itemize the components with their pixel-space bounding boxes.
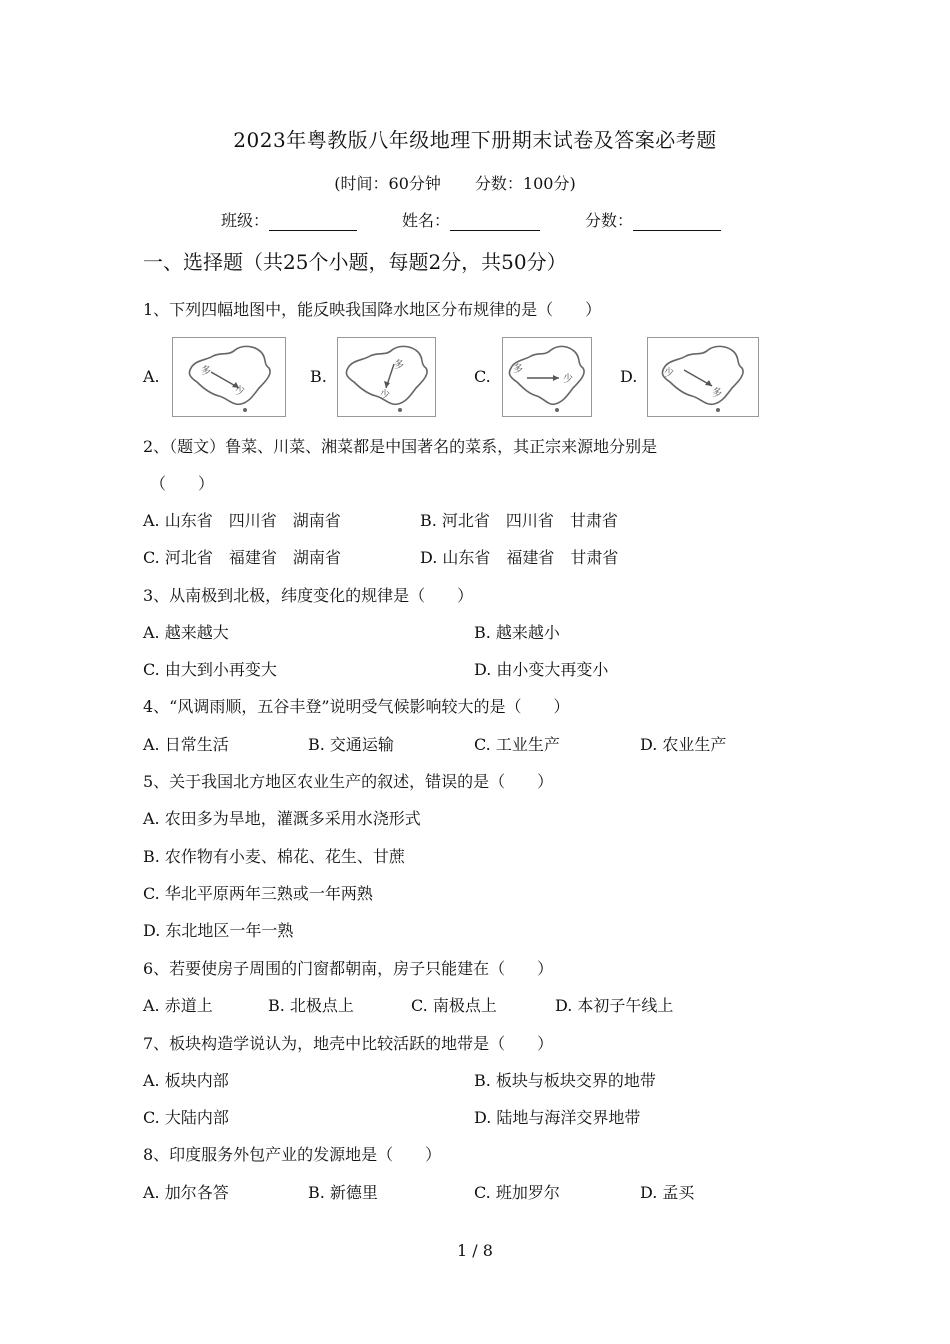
- section-heading: 一、选择题（共25个小题，每题2分，共50分）: [143, 250, 567, 274]
- q1-option-a-letter: A.: [143, 367, 160, 386]
- q7-option-c: C. 大陆内部: [143, 1108, 229, 1127]
- q4-option-d: D. 农业生产: [640, 735, 727, 754]
- q3-option-b: B. 越来越小: [474, 623, 560, 642]
- q5-option-c: C. 华北平原两年三熟或一年两熟: [143, 884, 373, 903]
- score-label: 分数：: [585, 211, 634, 230]
- question-6: 6、若要使房子周围的门窗都朝南，房子只能建在（ ）: [143, 959, 554, 978]
- q6-option-d: D. 本初子午线上: [555, 996, 674, 1015]
- question-5: 5、关于我国北方地区农业生产的叙述，错误的是（ ）: [143, 772, 554, 791]
- q1-option-b-letter: B.: [310, 367, 327, 386]
- q1-map-d-from: 少: [664, 368, 674, 379]
- q6-option-b: B. 北极点上: [268, 996, 354, 1015]
- page-title: 2023年粤教版八年级地理下册期末试卷及答案必考题: [233, 128, 717, 152]
- question-2: 2、（题文）鲁菜、川菜、湘菜都是中国著名的菜系，其正宗来源地分别是: [143, 437, 658, 456]
- score-blank[interactable]: [633, 212, 721, 231]
- q1-map-c: [502, 337, 592, 417]
- q6-option-a: A. 赤道上: [143, 996, 213, 1015]
- question-4: 4、“风调雨顺，五谷丰登”说明受气候影响较大的是（ ）: [143, 697, 570, 716]
- q1-map-b-from: 多: [394, 360, 404, 371]
- q7-option-a: A. 板块内部: [143, 1071, 229, 1090]
- q1-map-b-to: 少: [380, 390, 390, 401]
- name-field: [402, 208, 540, 231]
- question-8: 8、印度服务外包产业的发源地是（ ）: [143, 1145, 442, 1164]
- q1-map-a-to: 少: [235, 386, 245, 397]
- total-score-label: 分数：100分): [474, 174, 576, 193]
- q1-map-d: [647, 337, 759, 417]
- q1-map-a-from: 多: [201, 366, 211, 377]
- page-number: 1 / 8: [457, 1241, 493, 1260]
- q3-option-c: C. 由大到小再变大: [143, 660, 277, 679]
- score-field: [585, 208, 721, 231]
- q8-option-b: B. 新德里: [308, 1183, 378, 1202]
- q2-option-c: C. 河北省 福建省 湖南省: [143, 548, 341, 567]
- name-label: 姓名：: [402, 211, 451, 230]
- q1-option-c-letter: C.: [474, 367, 491, 386]
- class-blank[interactable]: [269, 212, 357, 231]
- q8-option-c: C. 班加罗尔: [474, 1183, 560, 1202]
- q6-option-c: C. 南极点上: [411, 996, 497, 1015]
- time-label: (时间：60分钟: [334, 174, 441, 193]
- q5-option-b: B. 农作物有小麦、棉花、花生、甘蔗: [143, 847, 405, 866]
- q4-option-a: A. 日常生活: [143, 735, 229, 754]
- q1-map-c-from: 多: [513, 364, 523, 375]
- q7-option-d: D. 陆地与海洋交界地带: [474, 1108, 641, 1127]
- q3-option-d: D. 由小变大再变小: [474, 660, 609, 679]
- class-label: 班级：: [221, 211, 270, 230]
- q2-option-a: A. 山东省 四川省 湖南省: [143, 511, 341, 530]
- name-blank[interactable]: [450, 212, 540, 231]
- q1-map-b: [337, 337, 436, 417]
- q1-option-d-letter: D.: [620, 367, 638, 386]
- q5-option-a: A. 农田多为旱地，灌溉多采用水浇形式: [143, 809, 421, 828]
- question-1: 1、下列四幅地图中，能反映我国降水地区分布规律的是（ ）: [143, 300, 602, 319]
- exam-meta: [0, 171, 910, 194]
- question-2-paren: （ ）: [150, 474, 215, 493]
- question-3: 3、从南极到北极，纬度变化的规律是（ ）: [143, 586, 474, 605]
- q3-option-a: A. 越来越大: [143, 623, 229, 642]
- q8-option-d: D. 孟买: [640, 1183, 695, 1202]
- q7-option-b: B. 板块与板块交界的地带: [474, 1071, 656, 1090]
- q8-option-a: A. 加尔各答: [143, 1183, 229, 1202]
- class-field: [221, 208, 357, 231]
- q1-map-a: [172, 337, 286, 417]
- q4-option-b: B. 交通运输: [308, 735, 394, 754]
- q2-option-d: D. 山东省 福建省 甘肃省: [420, 548, 619, 567]
- q5-option-d: D. 东北地区一年一熟: [143, 921, 294, 940]
- question-7: 7、板块构造学说认为，地壳中比较活跃的地带是（ ）: [143, 1034, 554, 1053]
- q2-option-b: B. 河北省 四川省 甘肃省: [420, 511, 618, 530]
- q1-map-c-to: 少: [563, 374, 573, 385]
- q4-option-c: C. 工业生产: [474, 735, 560, 754]
- q1-map-d-to: 多: [712, 388, 722, 399]
